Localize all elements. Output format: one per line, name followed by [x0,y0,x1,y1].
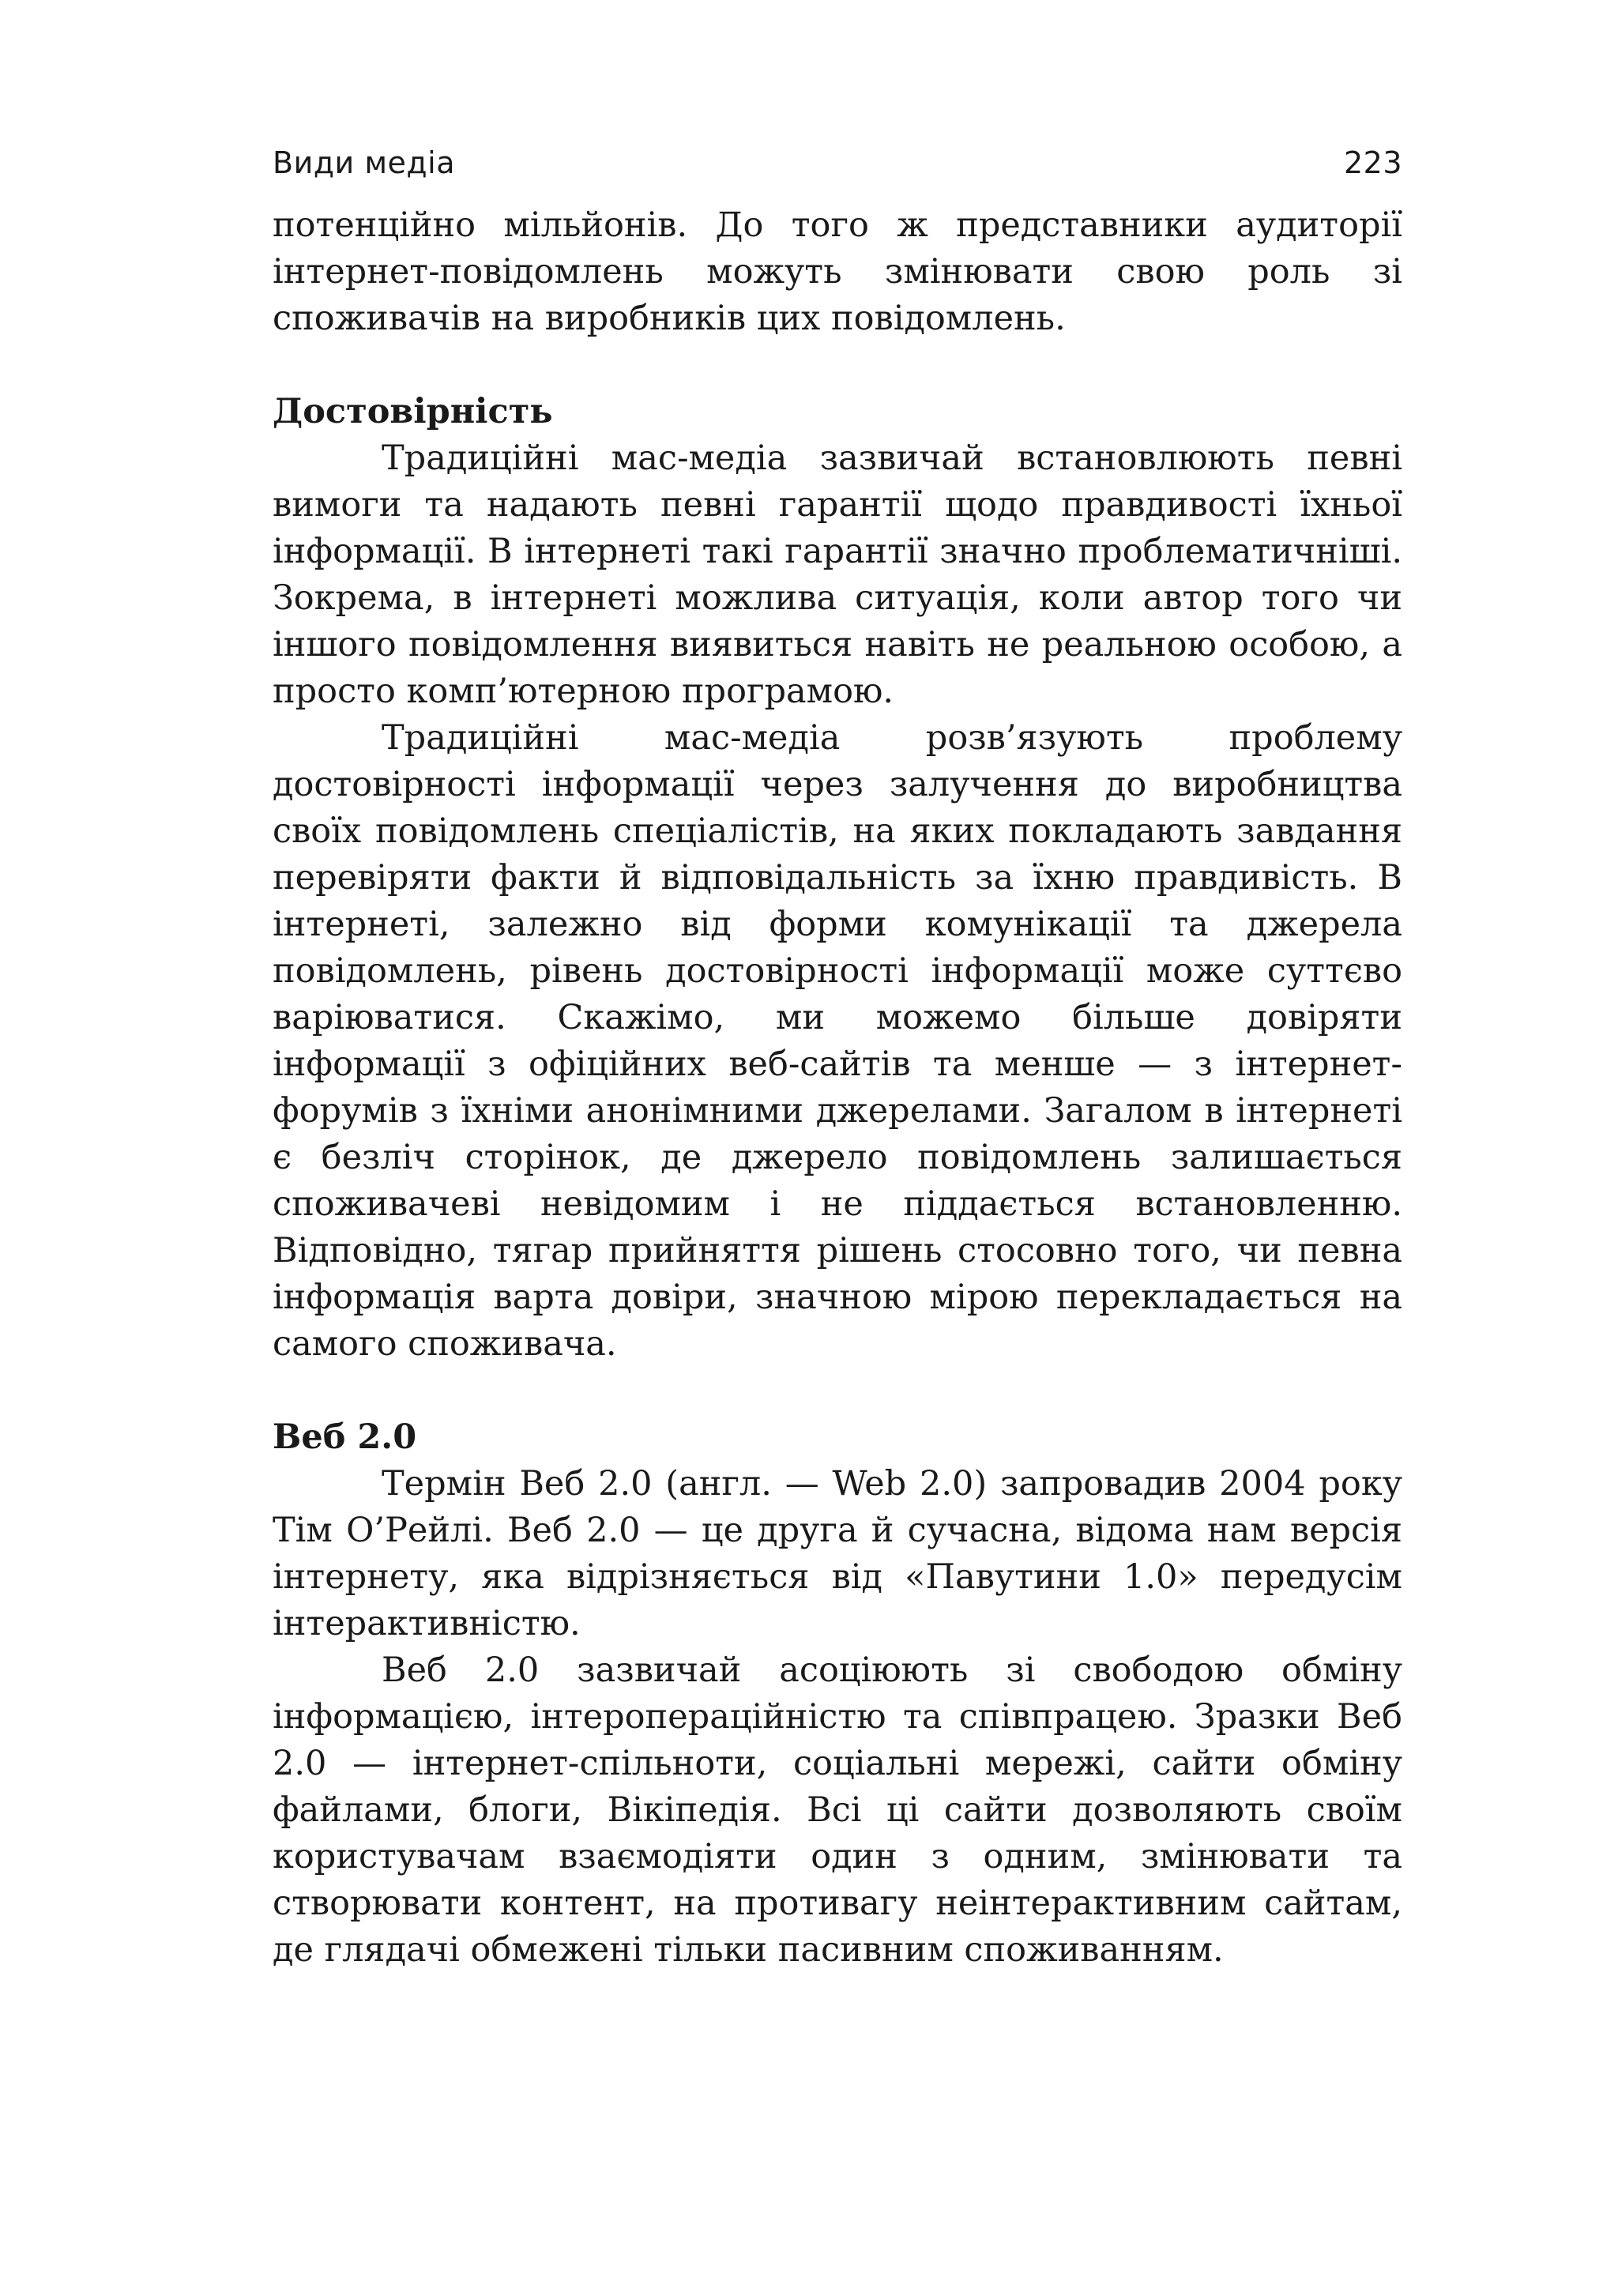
section-heading-reliability: Достовірність [273,392,553,431]
reliability-paragraph-1: Традиційні мас-медіа зазвичай встановлюють певні вимоги та надають певні гарантії щодо правдивості їхньої інформації. В інтернеті такі гарантії значно проблематичніші. Зокрема, в інтернеті можлива ситуація, коли автор того чи іншого повідомлення виявиться навіть не реальною особою, а просто комп’ютерною програмою. [273,438,1402,711]
book-page [273,139,1402,1974]
web20-paragraph-2: Веб 2.0 зазвичай асоціюють зі свободою обміну інформацією, інтеропераційністю та співпрацею. Зразки Веб 2.0 — інтернет-спільноти, соціальні мережі, сайти обміну файлами, блоги, Вікіпедія. Всі ці сайти дозволяють своїм користувачам взаємодіяти один з одним, змінювати та створювати контент, на противагу неінтерактивним сайтам, де глядачі обмежені тільки пасивним споживанням. [273,1650,1402,1970]
reliability-paragraph-2: Традиційні мас-медіа розв’язують проблему достовірності інформації через залучення до виробництва своїх повідомлень спеціалістів, на яких покладають завдання перевіряти факти й відповідальність за їхню правдивість. В інтернеті, залежно від форми комунікації та джерела повідомлень, рівень достовірності інформації може суттєво варіюватися. Скажімо, ми можемо більше довіряти інформації з офіційних веб-сайтів та менше — з інтернет-форумів з їхніми анонімними джерелами. Загалом в інтернеті є безліч сторінок, де джерело повідомлень залишається споживачеві невідомим і не піддається встановленню. Відповідно, тягар прийняття рішень стосовно того, чи певна інформація варта довіри, значною мірою перекладається на самого споживача. [273,718,1402,1364]
body-text [273,202,1402,1974]
running-head [273,139,1402,202]
web20-paragraph-1: Термін Веб 2.0 (англ. — Web 2.0) запровадив 2004 року Тім О’Рейлі. Веб 2.0 — це друга й сучасна, відома нам версія інтернету, яка відрізняється від «Павутини 1.0» передусім інтерактивністю. [273,1464,1402,1643]
page-number: 223 [1343,145,1402,180]
running-head-title: Види медіа [273,145,455,180]
section-heading-web20: Веб 2.0 [273,1417,417,1457]
intro-paragraph: потенційно мільйонів. До того ж представники аудиторії інтернет-повідомлень можуть змінювати свою роль зі споживачів на виробників цих повідомлень. [273,205,1402,338]
